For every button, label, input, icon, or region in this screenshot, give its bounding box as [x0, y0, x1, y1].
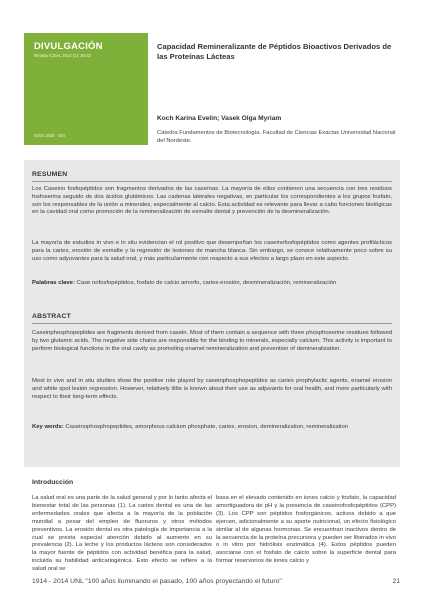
abstract-keywords-text: Caseinophosphopeptides, amorphous calcium phosphate, caries, erosion, demineralization, remineralization — [65, 424, 348, 430]
journal-reference: Revista ICEAL 2014 (1): 25-32 — [34, 53, 91, 58]
footer-text: 1914 - 2014 UNL "100 años iluminando el pasado, 100 años proyectando el futuro" — [32, 578, 282, 585]
resumen-keywords — [32, 280, 392, 288]
page-footer — [24, 578, 400, 590]
article-header — [24, 33, 400, 145]
resumen-keywords-label: Palabras clave: — [32, 280, 75, 286]
abstract-paragraph-2: Most in vivo and in situ studies show the positive role played by caseinphosphopeptides as caries prophylactic agents, enamel erosion and white spot lesion regression. However, relatively little is known about their use as adjuvants for oral health, and more particularly with respect to their long-term effects. — [32, 378, 392, 400]
resumen-divider — [32, 181, 392, 182]
introduction-heading: Introducción — [32, 479, 74, 486]
resumen-keywords-text: Case nofosfopéptidos, fosfato de calcio amorfo, caries-erosión, desmineralización, remineralización — [76, 280, 337, 286]
introduction-column-left: La salud oral es una parte de la salud general y por lo tanto afecta el bienestar total de las personas (1). La caries dental es una de las enfermedades orales que afecta a la mayoría de la población mundial a pesar del empleo de fluoruros y otros métodos preventivos. La erosión dental es otra patología de importancia a la cual se presta especial atención debido al aumento en su prevalencia (2). La leche y los productos lácteos son considerados la mayor fuente de péptidos con actividad benéfica para la salud, incluida su habilidad anticariogénica. Esto efecto se refiere a la salud oral se — [32, 495, 212, 573]
section-banner — [24, 33, 148, 145]
abstract-divider — [32, 323, 392, 324]
author-affiliation: Cátedra Fundamentos de Biotecnología. Facultad de Ciencias Exactas Universidad Nacional del Nordeste. — [157, 130, 396, 144]
abstract-heading: ABSTRACT — [32, 313, 71, 320]
resumen-paragraph-2: La mayoría de estudios in vivo e in situ evidencian el rol positivo que desempeñan los caseinofosfopéptidos como agentes profilácticos para la caries, erosión de esmalte y la regresión de lesiones de mancha blanca. Sin embargo, se conoce relativamente poco sobre su uso como adyuvantes para la salud oral, y más particularmente con respecto a sus efectos a largo plazo en este aspecto. — [32, 240, 392, 262]
issn-label: ISSN 1825 - 284 — [34, 133, 65, 138]
article-authors: Koch Karina Evelin; Vasek Olga Myriam — [157, 115, 282, 122]
section-label: DIVULGACIÓN — [34, 41, 103, 52]
abstract-keywords-label: Key words: — [32, 424, 64, 430]
abstract-paragraph-1: Caseinphosphopeptides are fragments derived from casein. Most of them contain a sequence with three phosphoserine residues followed by two glutamic acids. The negative side chains are responsible for the binding to minerals, especially calcium. This activity is important to perform biological functions in the oral cavity as promoting enamel remineralization and prevention of demineralization. — [32, 330, 392, 352]
resumen-heading: RESUMEN — [32, 171, 68, 178]
abstract-panel — [24, 160, 400, 467]
abstract-keywords — [32, 424, 392, 432]
introduction-column-right: basa en el elevado contenido en iones calcio y fosfato, la capacidad amortiguadora de pH y la presencia de caseinofosfopéptidos (CPP) (3). Los CPP son péptidos fosforgánicos, activos debido a que ejercen, adicionalmente a su aporte nutricional, un efecto fisiológico similar al de algunas hormonas. Se encuentran inactivos dentro de la secuencia de la proteína precursora y pueden ser liberados in vivo o in vitro por hidrólisis enzimática (4). Estos péptidos pueden asociarse con el fosfato de calcio sobre la superficie dental para formar reservorios de iones calcio y — [216, 495, 396, 565]
article-title: Capacidad Remineralizante de Péptidos Bioactivos Derivados de las Proteínas Lácteas — [157, 42, 392, 61]
resumen-paragraph-1: Los Caseino fosfopéptidos son fragmentos derivados de las caseínas. La mayoría de ellos contienen una secuencia con tres residuos fosfoserina seguido de dos ácidos glutámicos. Las cadenas laterales negativas, en particular los correspondientes a los grupos fosfato, son los responsables de la unión a minerales, especialmente al calcio. Esta actividad es relevante para llevar a cabo funciones biológicas en la cavidad oral como promoción de la remineralización de esmalte dental y prevención de la desmineralización. — [32, 186, 392, 216]
page-number: 21 — [392, 578, 400, 585]
